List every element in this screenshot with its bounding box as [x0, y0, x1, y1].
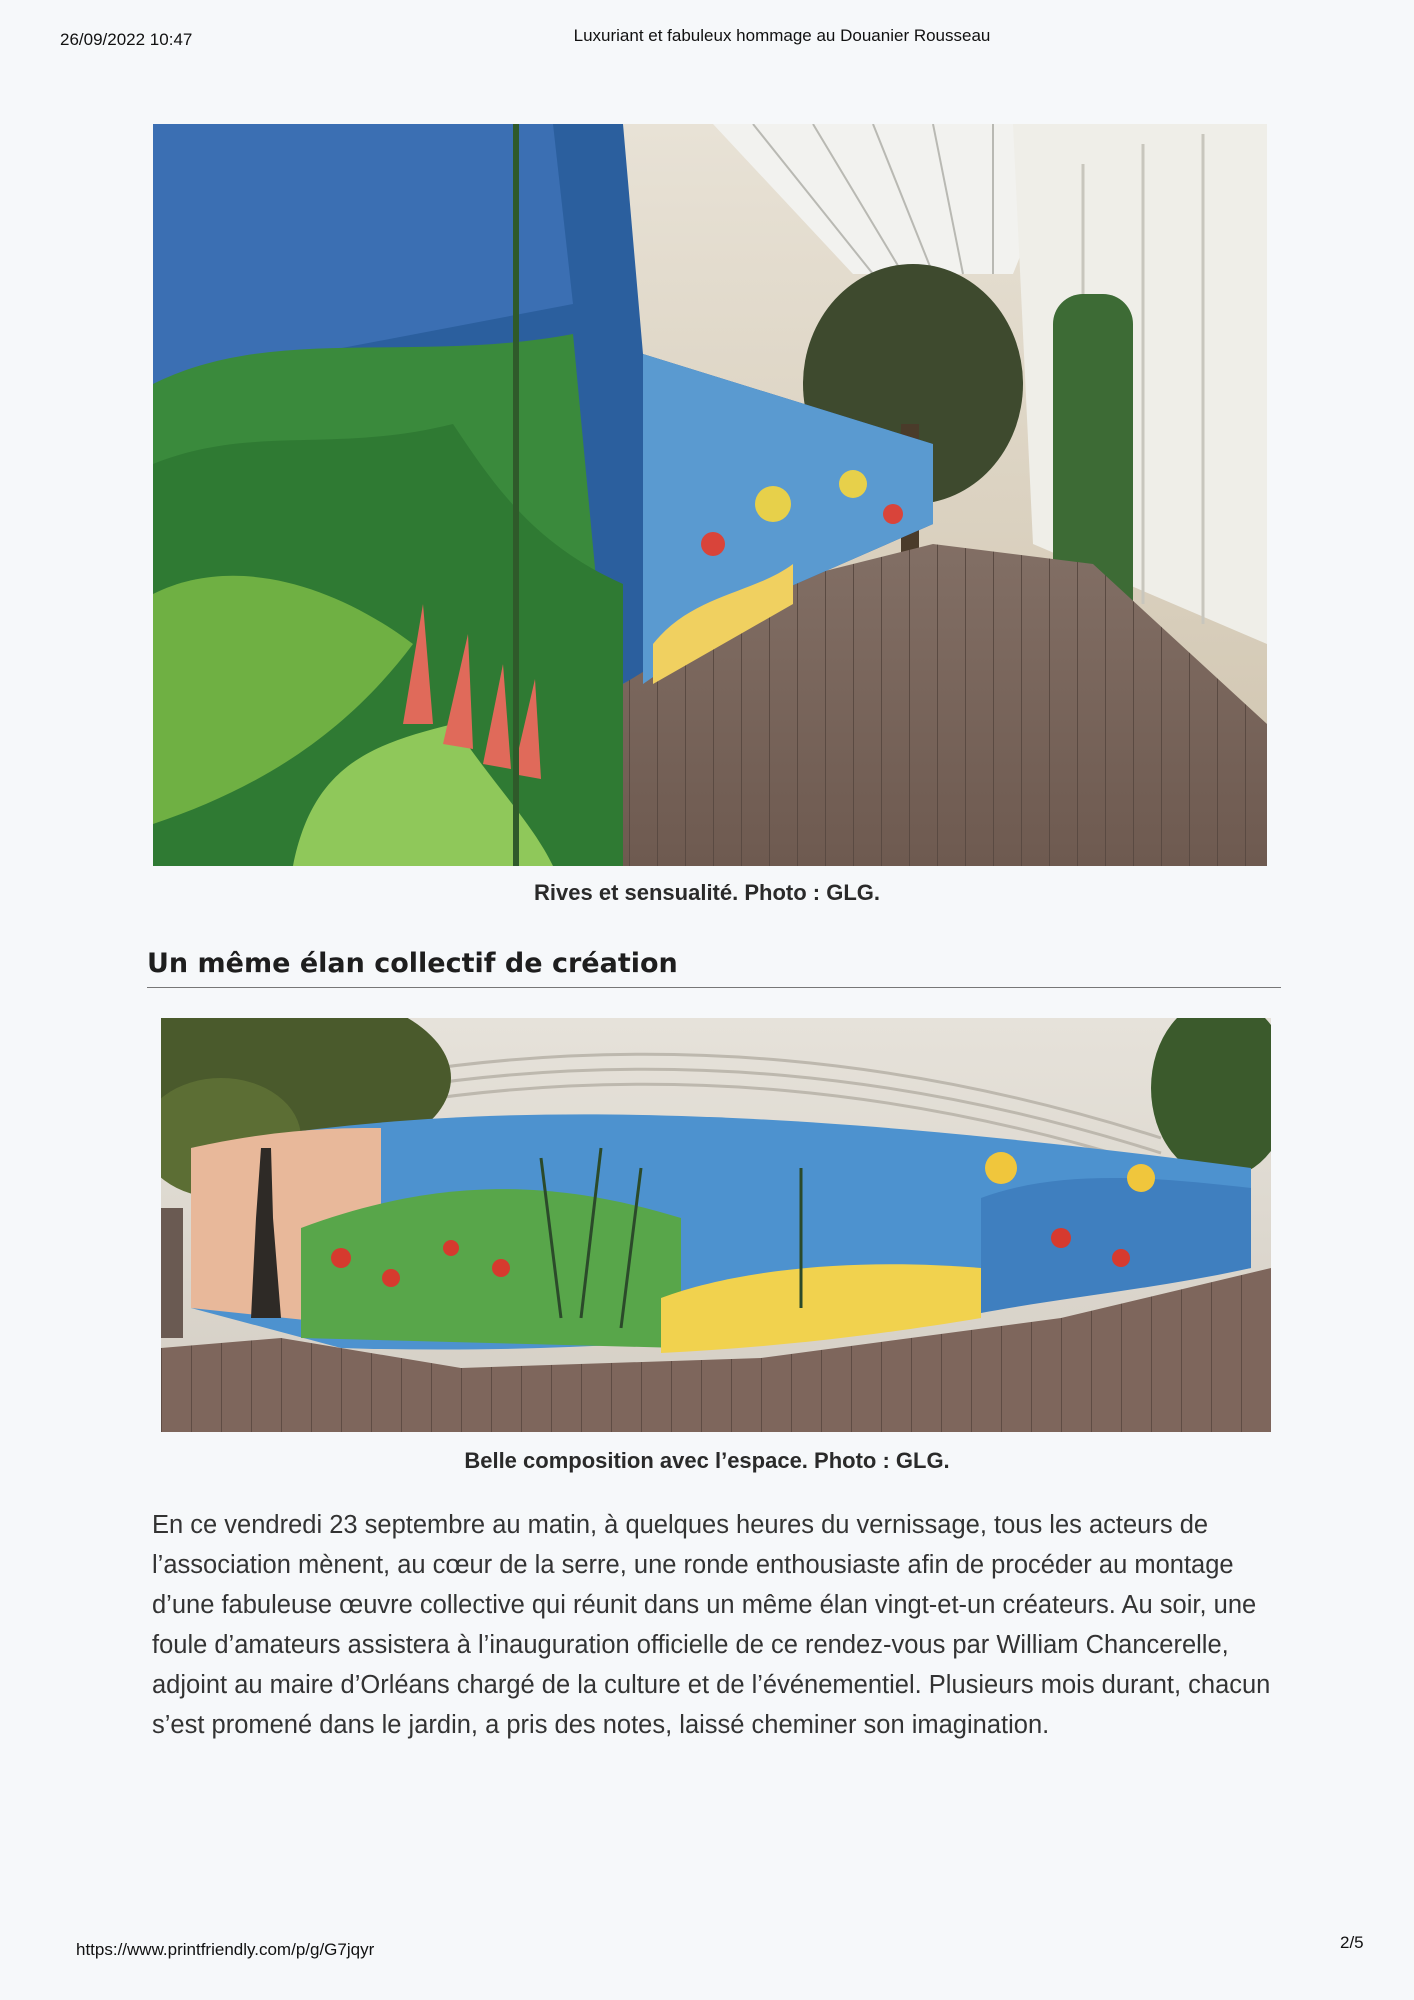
- photo-mural-corridor: [153, 124, 1267, 866]
- photo-caption: Rives et sensualité. Photo : GLG.: [534, 880, 880, 905]
- photo-caption: Belle composition avec l’espace. Photo : GLG.: [464, 1448, 950, 1473]
- section-heading: Un même élan collectif de création: [147, 948, 1281, 988]
- footer-page-number: 2/5: [1340, 1933, 1364, 1952]
- body-paragraph: En ce vendredi 23 septembre au matin, à quelques heures du vernissage, tous les acteurs de l’association mènent, au cœur de la serre, une ronde enthousiaste afin de procéder au montage d’une fabuleuse œuvre collective qui réunit dans un même élan vingt-et-un créateurs. Au soir, une foule d’amateurs assistera à l’inauguration officielle de ce rendez-vous par William Chancerelle, adjoint au maire d’Orléans chargé de la culture et de l’événementiel. Plusieurs mois durant, chacun s’est promené dans le jardin, a pris des notes, laissé cheminer son imagination.: [152, 1511, 1271, 1739]
- footer-url[interactable]: https://www.printfriendly.com/p/g/G7jqyr: [76, 1940, 375, 1959]
- header-date: 26/09/2022 10:47: [60, 30, 193, 49]
- photo-mural-panorama: [161, 1018, 1271, 1432]
- header-title: Luxuriant et fabuleux hommage au Douanier Rousseau: [573, 26, 991, 45]
